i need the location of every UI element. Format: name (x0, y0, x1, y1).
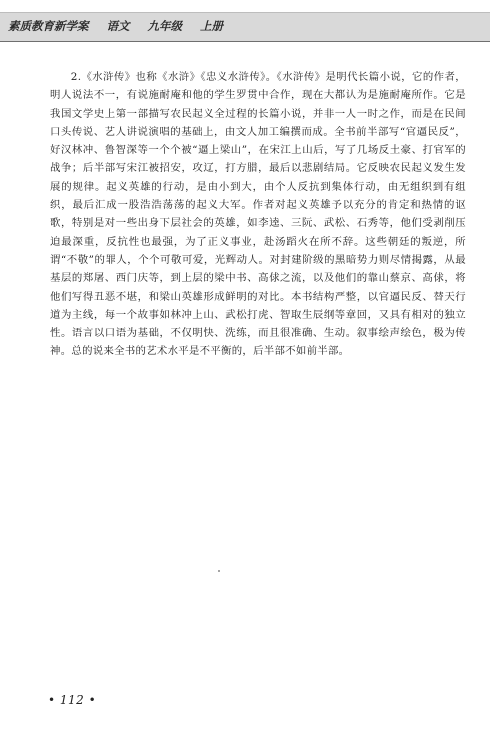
header-text (8, 18, 237, 34)
page-header (0, 0, 500, 44)
grade-label: 九年级 (147, 19, 183, 33)
volume-label: 上册 (200, 19, 224, 33)
header-corner (490, 12, 500, 40)
subject-label: 语文 (106, 19, 130, 33)
book-title: 素质教育新学案 (8, 19, 89, 33)
decorative-dot (218, 570, 220, 572)
body-paragraph: 2.《水浒传》也称《水浒》《忠义水浒传》。《水浒传》是明代长篇小说，它的作者，明人说法不一，有说施耐庵和他的学生罗贯中合作，现在大都认为是施耐庵所作。它是我国文学史上第一部描写农民起义全过程的长篇小说，并非一人一时之作，而是在民间口头传说、艺人讲说演唱的基础上，由文人加工编撰而成。全书前半部写“官逼民反”，好汉林冲、鲁智深等一个个被“逼上梁山”，在宋江上山后，写了几场反土豪、打官军的战争；后半部写宋江被招安，攻辽，打方腊，最后以悲剧结局。它反映农民起义发生发展的规律。起义英雄的行动，是由小到大，由个人反抗到集体行动，由无组织到有组织，最后汇成一股浩浩荡荡的起义大军。作者对起义英雄予以充分的肯定和热情的讴歌，特别是对一些出身下层社会的英雄，如李逵、三阮、武松、石秀等，他们受剥削压迫最深重，反抗性也最强，为了正义事业，赴汤蹈火在所不辞。这些朝廷的叛逆，所谓“不敬”的罪人，个个可敬可爱，光辉动人。对封建阶级的黑暗势力则尽情揭露，从最基层的郑屠、西门庆等，到上层的梁中书、高俅之流，以及他们的靠山蔡京、高俅，将他们写得丑恶不堪，和梁山英雄形成鲜明的对比。本书结构严整，以官逼民反、替天行道为主线，每一个故事如林冲上山、武松打虎、智取生辰纲等章回，又具有相对的独立性。语言以口语为基础，不仅明快、洗练，而且很准确、生动。叙事绘声绘色，极为传神。总的说来全书的艺术水平是不平衡的，后半部不如前半部。 (50, 71, 466, 358)
page-number: • 112 • (48, 693, 97, 707)
